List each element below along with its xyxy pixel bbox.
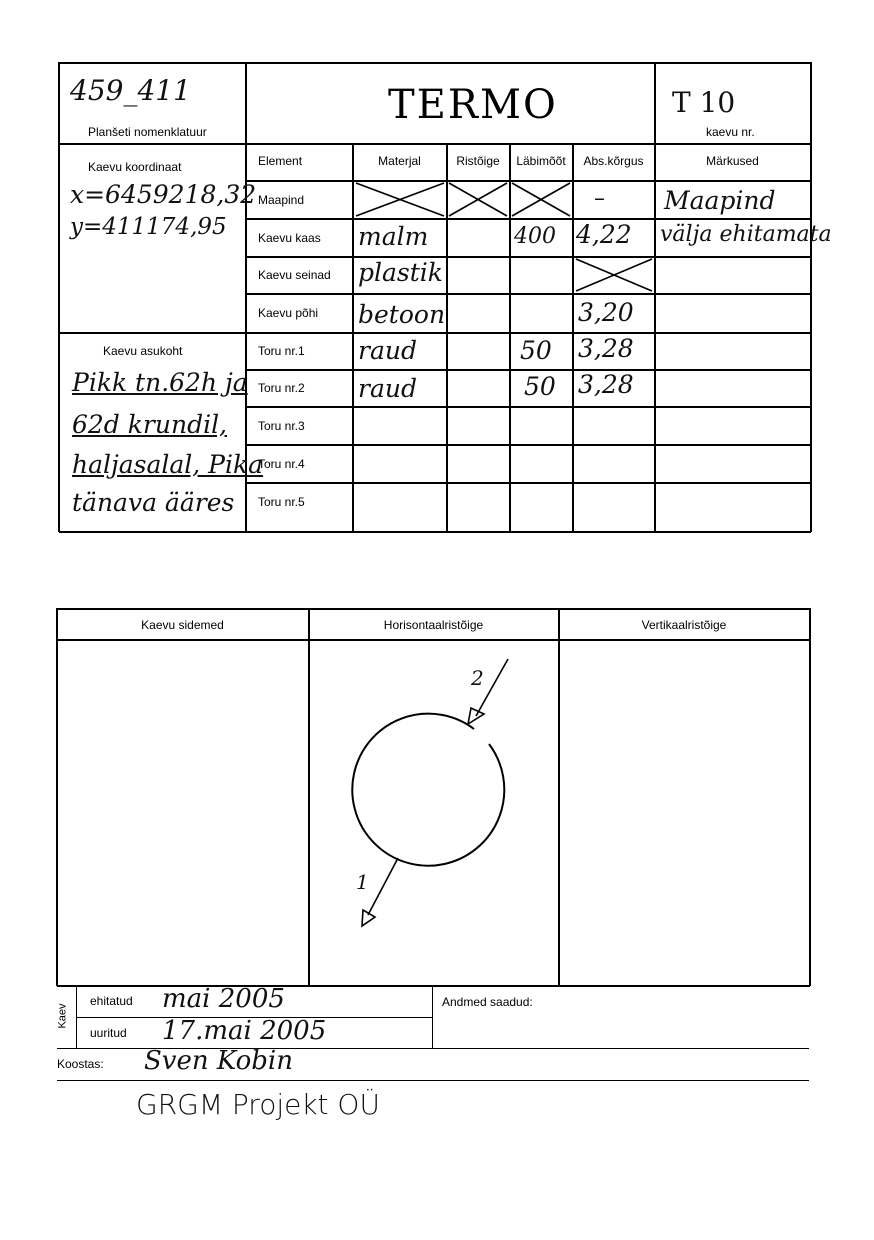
column-header-horizontal-section: Horisontaalristõige (383, 618, 484, 632)
column-header-well-connections: Kaevu sidemed (141, 618, 224, 632)
row-abs-height: 3,28 (578, 370, 634, 399)
coordinates-label: Kaevu koordinaat (88, 160, 182, 174)
well-number-label: kaevu nr. (706, 125, 755, 139)
row-material: betoon (358, 300, 446, 329)
row-note: välja ehitamata (660, 222, 832, 247)
data-received-label: Andmed saadud: (442, 995, 533, 1009)
row-abs-height: 3,20 (578, 298, 634, 327)
column-header-notes: Märkused (706, 154, 759, 168)
form-title: TERMO (388, 82, 558, 128)
location-line-4: tänava ääres (72, 488, 235, 517)
row-element: Toru nr.2 (258, 381, 305, 395)
row-abs-height: 4,22 (576, 220, 632, 249)
built-value: mai 2005 (162, 984, 285, 1014)
location-line-2: 62d krundil, (72, 410, 228, 439)
nomenclature-value: 459_411 (70, 74, 191, 107)
location-line-1: Pikk tn.62h ja (72, 368, 248, 397)
surveyed-value: 17.mai 2005 (162, 1016, 327, 1046)
row-material: raud (358, 336, 417, 365)
row-diameter: 50 (520, 336, 552, 365)
column-header-element: Element (258, 154, 303, 168)
footer-side-label: Kaev (56, 1003, 69, 1029)
well-number-value: T 10 (672, 86, 736, 119)
row-diameter: 400 (514, 224, 556, 249)
column-header-abs-height: Abs.kõrgus (583, 154, 644, 168)
built-label: ehitatud (90, 994, 133, 1008)
coordinate-y: y=411174,95 (70, 214, 227, 240)
author-label: Koostas: (57, 1057, 104, 1071)
column-header-material: Materjal (378, 154, 421, 168)
row-element: Kaevu kaas (258, 231, 321, 245)
pipe-2-label: 2 (471, 666, 484, 690)
row-abs-height: 3,28 (578, 334, 634, 363)
column-header-diameter: Läbimõõt (516, 154, 566, 168)
row-element: Toru nr.3 (258, 419, 305, 433)
location-line-3: haljasalal, Pika (72, 450, 264, 479)
row-element: Toru nr.5 (258, 495, 305, 509)
row-material: raud (358, 374, 417, 403)
column-header-cross-section: Ristõige (456, 154, 500, 168)
row-abs-height: – (594, 186, 605, 211)
nomenclature-label: Planšeti nomenklatuur (88, 125, 207, 139)
row-element: Kaevu põhi (258, 306, 319, 320)
location-label: Kaevu asukoht (103, 344, 183, 358)
row-note: Maapind (664, 186, 776, 215)
row-material: plastik (358, 258, 443, 287)
cross-out-marks (356, 183, 652, 291)
row-diameter: 50 (524, 372, 556, 401)
pipe-1-label: 1 (356, 870, 369, 894)
row-element: Toru nr.4 (258, 457, 305, 471)
well-circle (352, 714, 504, 866)
row-element: Maapind (258, 193, 305, 207)
coordinate-x: x=6459218,32 (70, 180, 257, 209)
author-value: Sven Kobin (144, 1046, 293, 1076)
row-element: Kaevu seinad (258, 268, 331, 282)
column-header-vertical-section: Vertikaalristõige (641, 618, 727, 632)
company-name: GRGM Projekt OÜ (136, 1088, 380, 1121)
row-element: Toru nr.1 (258, 344, 305, 358)
surveyed-label: uuritud (90, 1026, 127, 1040)
row-material: malm (358, 222, 429, 251)
